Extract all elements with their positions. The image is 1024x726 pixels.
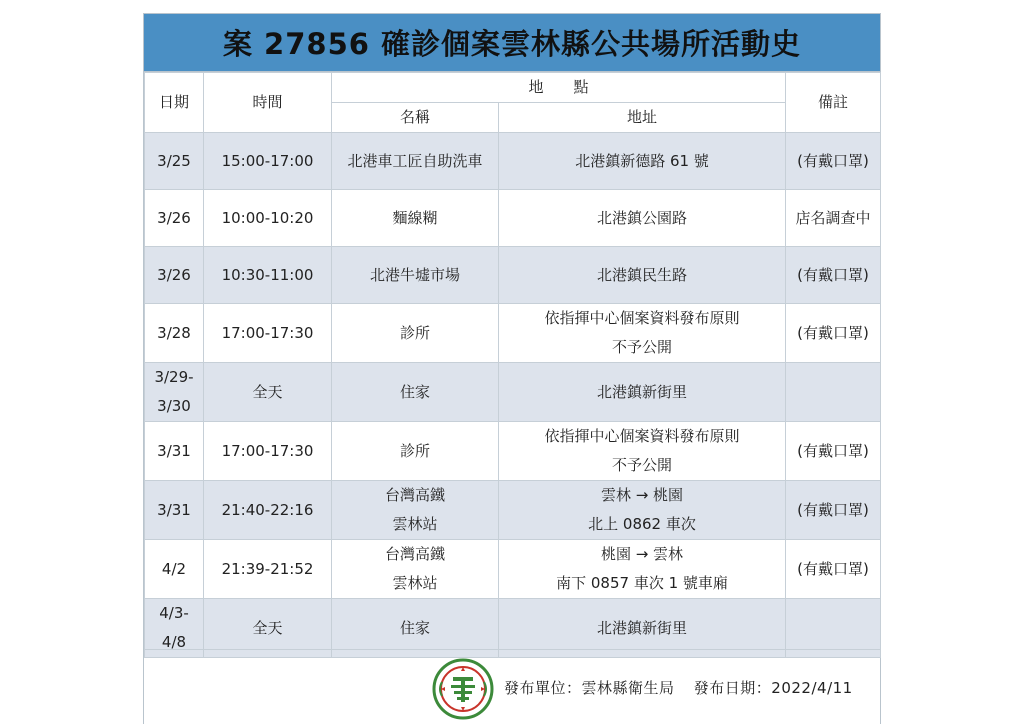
address-cell-line: 北港鎮新街里 xyxy=(597,382,688,401)
time-cell: 10:00-10:20 xyxy=(204,190,332,247)
date-cell xyxy=(145,363,204,422)
address-cell-line: 雲林 → 桃園 xyxy=(600,486,684,504)
name-cell-line: 麵線糊 xyxy=(392,208,438,227)
publish-date-text: 發布日期：2022/4/11 xyxy=(693,679,853,697)
table-row xyxy=(145,304,881,363)
address-cell-line: 依指揮中心個案資料發布原則 xyxy=(544,309,740,327)
time-cell: 21:40-22:16 xyxy=(204,481,332,540)
document-frame xyxy=(143,13,881,724)
time-cell: 10:30-11:00 xyxy=(204,247,332,304)
name-cell xyxy=(332,363,499,422)
table-row xyxy=(145,363,881,422)
name-cell-line: 雲林站 xyxy=(392,574,438,592)
name-cell-line: 住家 xyxy=(399,382,430,401)
note-cell: (有戴口罩) xyxy=(786,481,881,540)
date-cell-line: 3/26 xyxy=(157,208,191,227)
address-cell xyxy=(499,363,786,422)
date-cell xyxy=(145,133,204,190)
date-cell xyxy=(145,247,204,304)
date-cell-line: 3/25 xyxy=(157,151,191,170)
name-cell xyxy=(332,540,499,599)
header-address: 地址 xyxy=(499,103,786,133)
header-date: 日期 xyxy=(145,73,204,133)
time-cell: 17:00-17:30 xyxy=(204,304,332,363)
header-time: 時間 xyxy=(204,73,332,133)
name-cell-line: 雲林站 xyxy=(392,515,438,533)
address-cell xyxy=(499,422,786,481)
date-cell-line: 3/31 xyxy=(157,441,191,460)
name-cell xyxy=(332,481,499,540)
activity-table xyxy=(144,72,881,658)
date-cell-line: 4/8 xyxy=(161,633,187,651)
address-cell-line: 依指揮中心個案資料發布原則 xyxy=(544,427,740,445)
name-cell-line: 台灣高鐵 xyxy=(384,545,445,563)
table-row xyxy=(145,190,881,247)
table-row xyxy=(145,133,881,190)
time-cell: 17:00-17:30 xyxy=(204,422,332,481)
name-cell xyxy=(332,190,499,247)
footer xyxy=(144,649,880,726)
address-cell-line: 北港鎮民生路 xyxy=(597,265,688,284)
time-cell: 全天 xyxy=(204,599,332,658)
name-cell-line: 台灣高鐵 xyxy=(384,486,445,504)
table-row xyxy=(145,422,881,481)
time-cell: 21:39-21:52 xyxy=(204,540,332,599)
date-cell xyxy=(145,481,204,540)
date-cell-line: 3/29- xyxy=(154,368,194,386)
name-cell-line: 診所 xyxy=(399,441,430,460)
time-cell: 全天 xyxy=(204,363,332,422)
name-cell xyxy=(332,422,499,481)
note-cell: (有戴口罩) xyxy=(786,133,881,190)
name-cell xyxy=(332,304,499,363)
name-cell-line: 診所 xyxy=(399,323,430,342)
address-cell-line: 南下 0857 車次 1 號車廂 xyxy=(556,574,728,592)
table-row xyxy=(145,247,881,304)
header-note: 備註 xyxy=(786,73,881,133)
date-cell-line: 4/3- xyxy=(159,604,189,622)
header-location: 地 點 xyxy=(332,73,786,103)
address-cell xyxy=(499,304,786,363)
address-cell-line: 北港鎮新德路 61 號 xyxy=(575,151,709,170)
publisher-text: 發布單位：雲林縣衛生局 xyxy=(504,679,675,697)
address-cell-line: 不予公開 xyxy=(612,338,673,356)
publish-info xyxy=(504,677,867,698)
note-cell: 店名調查中 xyxy=(786,190,881,247)
note-cell: (有戴口罩) xyxy=(786,304,881,363)
address-cell-line: 不予公開 xyxy=(612,456,673,474)
table-row xyxy=(145,540,881,599)
address-cell xyxy=(499,540,786,599)
time-cell: 15:00-17:00 xyxy=(204,133,332,190)
health-bureau-seal-icon xyxy=(432,658,494,720)
note-cell: (有戴口罩) xyxy=(786,540,881,599)
address-cell xyxy=(499,481,786,540)
date-cell xyxy=(145,422,204,481)
date-cell-line: 3/30 xyxy=(157,397,191,415)
address-cell xyxy=(499,133,786,190)
address-cell-line: 北港鎮新街里 xyxy=(597,618,688,637)
date-cell-line: 3/28 xyxy=(157,323,191,342)
name-cell-line: 北港車工匠自助洗車 xyxy=(347,151,483,170)
date-cell-line: 3/26 xyxy=(157,265,191,284)
address-cell xyxy=(499,190,786,247)
note-cell: (有戴口罩) xyxy=(786,247,881,304)
date-cell-line: 3/31 xyxy=(157,500,191,519)
address-cell xyxy=(499,247,786,304)
address-cell-line: 桃園 → 雲林 xyxy=(600,545,684,563)
name-cell xyxy=(332,133,499,190)
name-cell-line: 住家 xyxy=(399,618,430,637)
date-cell-line: 4/2 xyxy=(161,559,187,578)
name-cell-line: 北港牛墟市場 xyxy=(369,265,460,284)
date-cell xyxy=(145,304,204,363)
date-cell xyxy=(145,540,204,599)
date-cell xyxy=(145,190,204,247)
address-cell-line: 北港鎮公園路 xyxy=(597,208,688,227)
note-cell: (有戴口罩) xyxy=(786,422,881,481)
note-cell xyxy=(786,363,881,422)
table-row xyxy=(145,481,881,540)
table-body xyxy=(145,133,881,658)
name-cell xyxy=(332,247,499,304)
address-cell-line: 北上 0862 車次 xyxy=(588,515,696,533)
page-title: 案 27856 確診個案雲林縣公共場所活動史 xyxy=(144,14,880,72)
header-name: 名稱 xyxy=(332,103,499,133)
